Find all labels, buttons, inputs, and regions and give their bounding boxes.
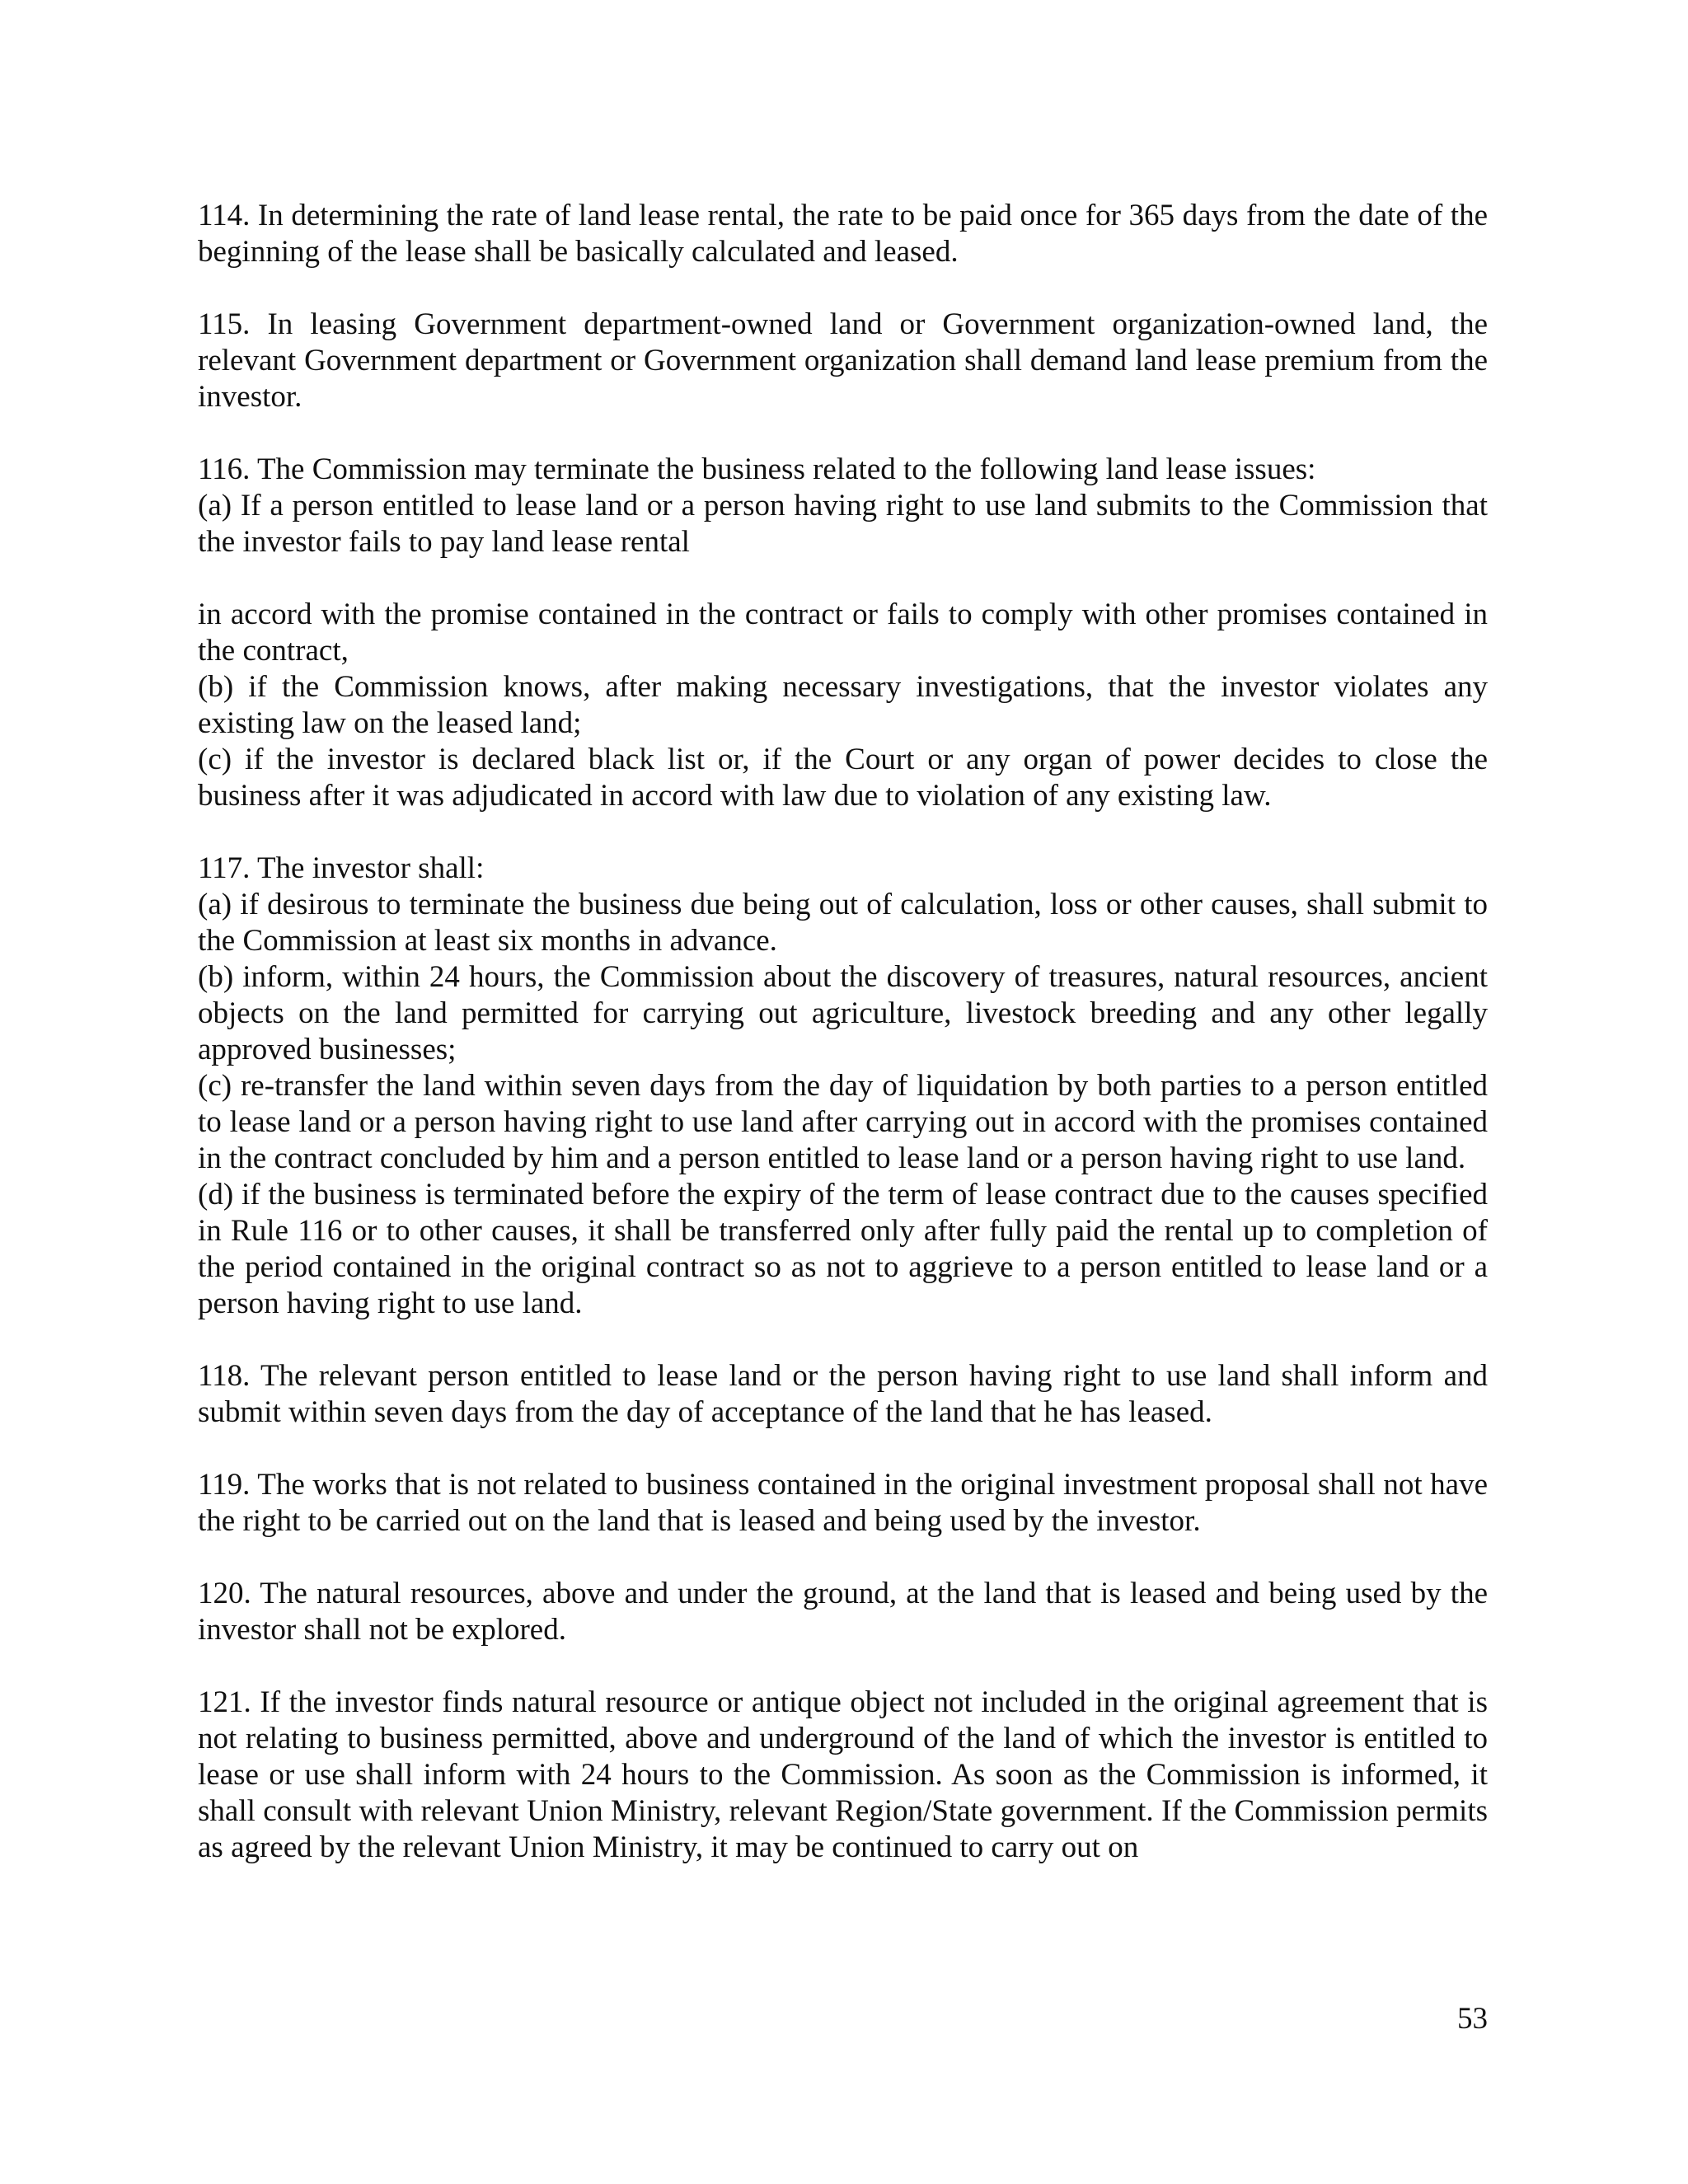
paragraph-rule-121: [198, 1685, 1488, 1866]
paragraph-text: in accord with the promise contained in the contract or fails to comply with other promises contained in the contract,: [198, 598, 1488, 668]
paragraph-text: 118. The relevant person entitled to lease land or the person having right to use land shall inform and submit within seven days from the day of acceptance of the land that he has leased.: [198, 1359, 1488, 1429]
clause-d: (d) if the business is terminated before the expiry of the term of lease contract due to the causes specified in Rule 116 or to other causes, it shall be transferred only after fully paid the rental up to completion of the period contained in the original contract so as not to aggrieve to a person entitled to lease land or a person having right to use land.: [198, 1178, 1488, 1320]
paragraph-rule-120: [198, 1576, 1488, 1648]
page-number: 53: [1457, 2002, 1488, 2036]
paragraph-text: 116. The Commission may terminate the business related to the following land lease issues:: [198, 452, 1316, 486]
paragraph-text: 115. In leasing Government department-owned land or Government organization-owned land, the relevant Government department or Government organization shall demand land lease premium from the investor.: [198, 307, 1488, 414]
clause-b: (b) if the Commission knows, after making necessary investigations, that the investor violates any existing law on the leased land;: [198, 670, 1488, 740]
paragraph-rule-116-continued: [198, 597, 1488, 814]
clause-a: (a) if desirous to terminate the business due being out of calculation, loss or other causes, shall submit to the Commission at least six months in advance.: [198, 888, 1488, 958]
paragraph-text: 117. The investor shall:: [198, 851, 485, 885]
page-body-text: [198, 198, 1488, 1902]
paragraph-text: 114. In determining the rate of land lease rental, the rate to be paid once for 365 days from the date of the beginning of the lease shall be basically calculated and leased.: [198, 199, 1488, 269]
paragraph-rule-114: [198, 198, 1488, 270]
paragraph-text: 121. If the investor finds natural resource or antique object not included in the original agreement that is not relating to business permitted, above and underground of the land of which the investor is entitled to lease or use shall inform with 24 hours to the Commission. As soon as the Commission is informed, it shall consult with relevant Union Ministry, relevant Region/State government. If the Commission permits as agreed by the relevant Union Ministry, it may be continued to carry out on: [198, 1685, 1488, 1864]
paragraph-text: 120. The natural resources, above and under the ground, at the land that is leased and being used by the investor shall not be explored.: [198, 1577, 1488, 1647]
paragraph-rule-115: [198, 307, 1488, 415]
clause-a: (a) If a person entitled to lease land or a person having right to use land submits to the Commission that the investor fails to pay land lease rental: [198, 489, 1488, 559]
clause-c: (c) re-transfer the land within seven days from the day of liquidation by both parties to a person entitled to lease land or a person having right to use land after carrying out in accord with the promises contained in the contract concluded by him and a person entitled to lease land or a person having right to use land.: [198, 1069, 1488, 1175]
paragraph-rule-118: [198, 1358, 1488, 1431]
clause-b: (b) inform, within 24 hours, the Commission about the discovery of treasures, natural resources, ancient objects on the land permitted for carrying out agriculture, livestock breeding and any other legally approved businesses;: [198, 960, 1488, 1066]
paragraph-rule-117: [198, 851, 1488, 1322]
paragraph-rule-116: [198, 452, 1488, 560]
paragraph-text: 119. The works that is not related to business contained in the original investment proposal shall not have the right to be carried out on the land that is leased and being used by the investor.: [198, 1468, 1488, 1538]
clause-c: (c) if the investor is declared black list or, if the Court or any organ of power decides to close the business after it was adjudicated in accord with law due to violation of any existing law.: [198, 743, 1488, 813]
paragraph-rule-119: [198, 1467, 1488, 1540]
